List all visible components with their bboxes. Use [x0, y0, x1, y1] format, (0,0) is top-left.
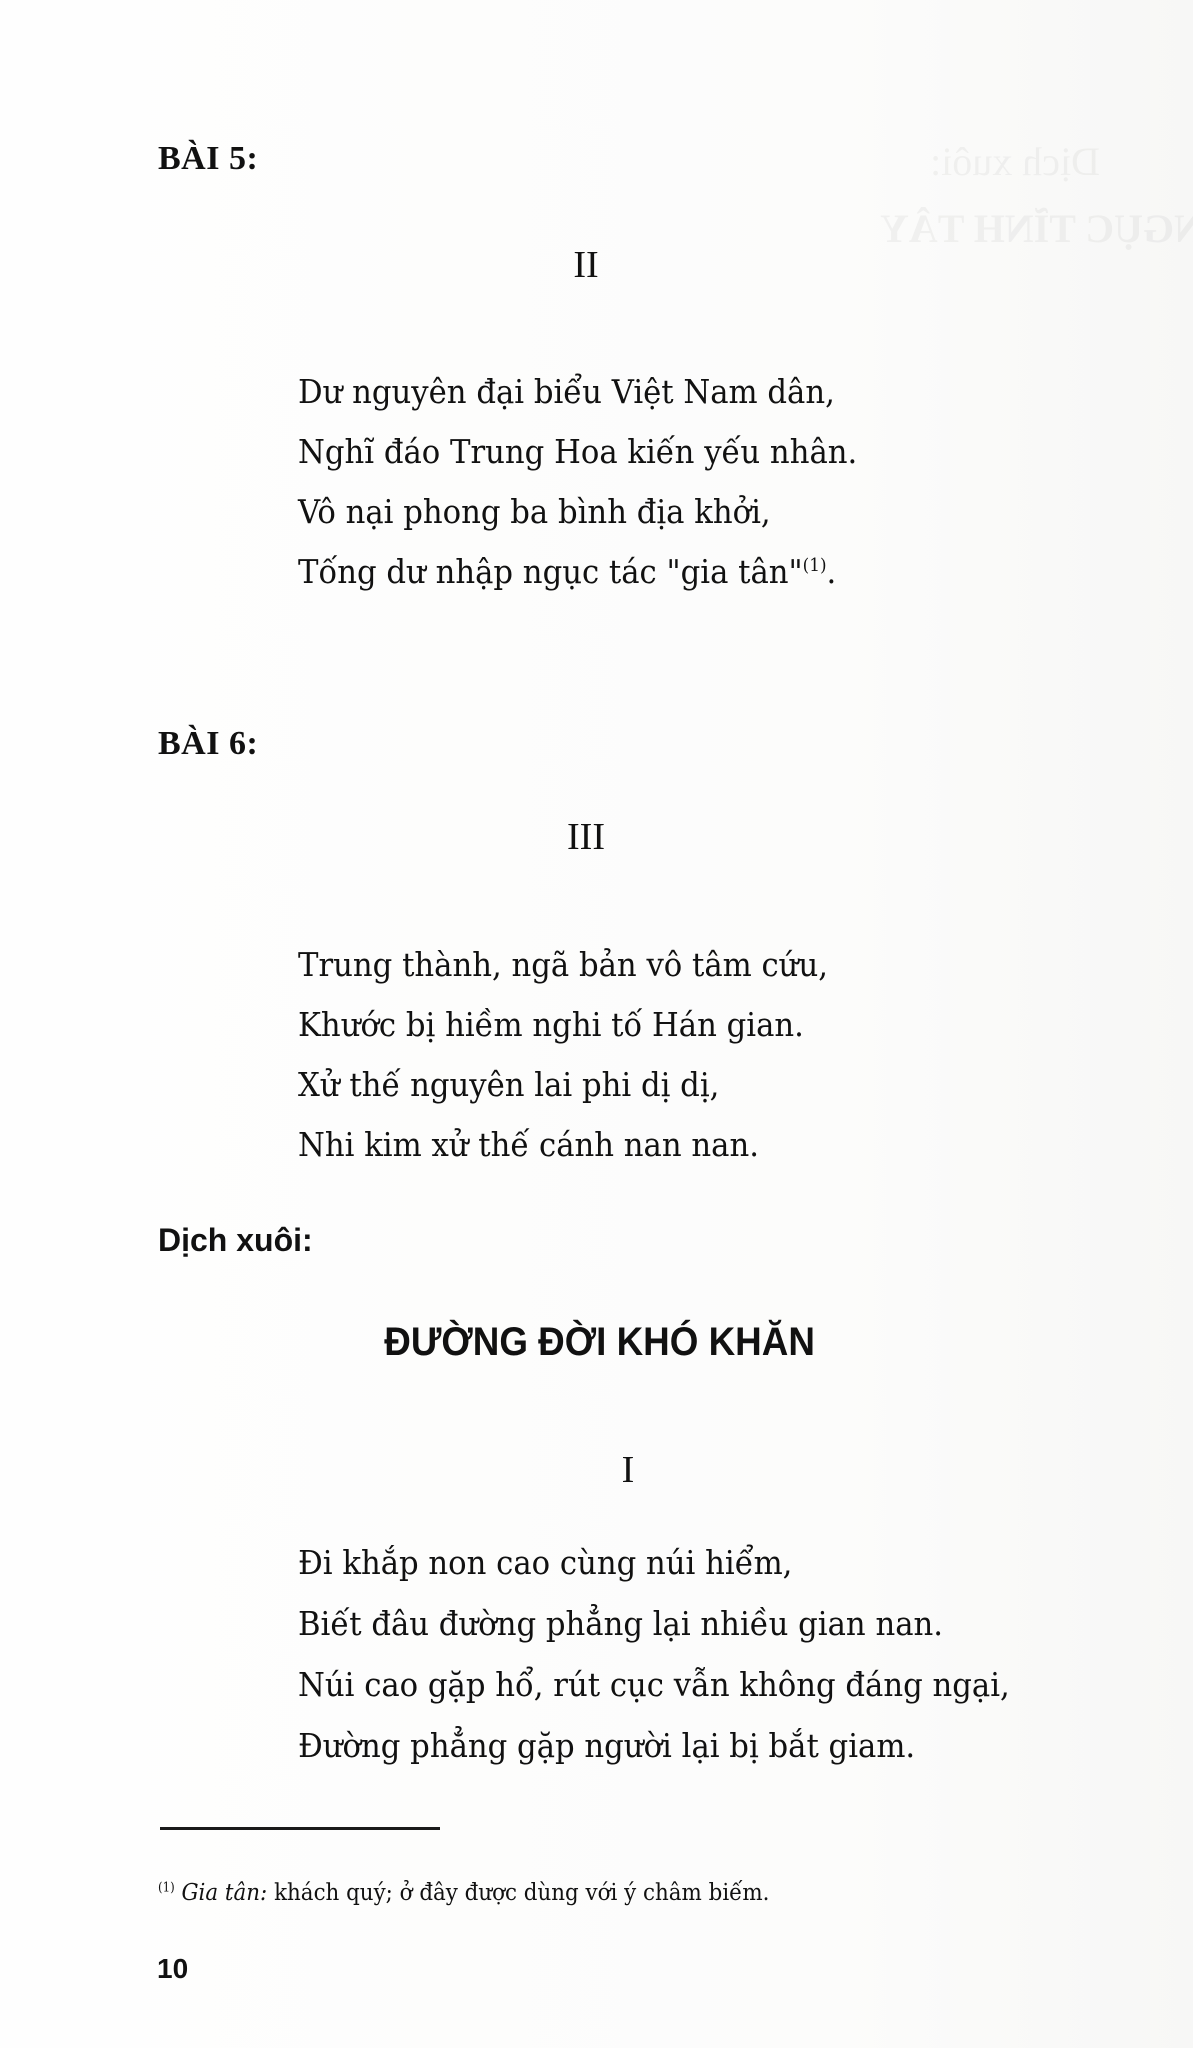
translation-title: ĐƯỜNG ĐỜI KHÓ KHĂN [384, 1320, 815, 1364]
poem-5-line-1: Dư nguyên đại biểu Việt Nam dân, [298, 372, 835, 411]
poem-6-label: BÀI 6: [158, 725, 259, 762]
poem-6-line-2: Khước bị hiềm nghi tố Hán gian. [298, 1005, 804, 1044]
poem-5-line-4-text: Tống dư nhập ngục tác "gia tân" [298, 552, 803, 591]
footnote-term: Gia tân: [181, 1880, 268, 1906]
poem-6-roman-numeral: III [567, 816, 605, 858]
translation-roman-numeral: I [621, 1449, 635, 1491]
page-number: 10 [157, 1953, 189, 1984]
translation-stanza [298, 1532, 1010, 1776]
translation-line-1: Đi khắp non cao cùng núi hiểm, [298, 1543, 793, 1582]
translation-line-4: Đường phẳng gặp người lại bị bắt giam. [298, 1726, 916, 1765]
translation-line-2: Biết đâu đường phẳng lại nhiều gian nan. [298, 1604, 944, 1643]
footnote-reference[interactable]: (1) [802, 555, 827, 576]
translation-line-3: Núi cao gặp hổ, rút cục vẫn không đáng ngại, [298, 1665, 1010, 1704]
poem-6-line-1: Trung thành, ngã bản vô tâm cứu, [298, 945, 828, 984]
poem-5-label: BÀI 5: [158, 140, 259, 177]
bleed-through-text [930, 138, 1100, 185]
poem-6-line-4: Nhi kim xử thế cánh nan nan. [298, 1125, 759, 1164]
footnote-marker: (1) [158, 1879, 175, 1895]
translation-label: Dịch xuôi: [158, 1222, 313, 1258]
poem-5-line-4 [298, 542, 857, 602]
poem-5-line-2: Nghĩ đáo Trung Hoa kiến yếu nhân. [298, 432, 858, 471]
bleed-through-title [880, 205, 1193, 252]
poem-6-line-3: Xử thế nguyên lai phi dị dị, [298, 1065, 720, 1104]
footnote-text: khách quý; ở đây được dùng với ý châm biếm. [267, 1880, 770, 1906]
poem-5-line-4-end: . [826, 552, 837, 591]
footnote [158, 1880, 769, 1906]
footnote-divider [160, 1827, 440, 1830]
poem-5-roman-numeral: II [573, 244, 599, 286]
poem-5-stanza [298, 362, 857, 602]
poem-5-line-3: Vô nại phong ba bình địa khởi, [298, 492, 771, 531]
poem-6-stanza [298, 935, 828, 1175]
